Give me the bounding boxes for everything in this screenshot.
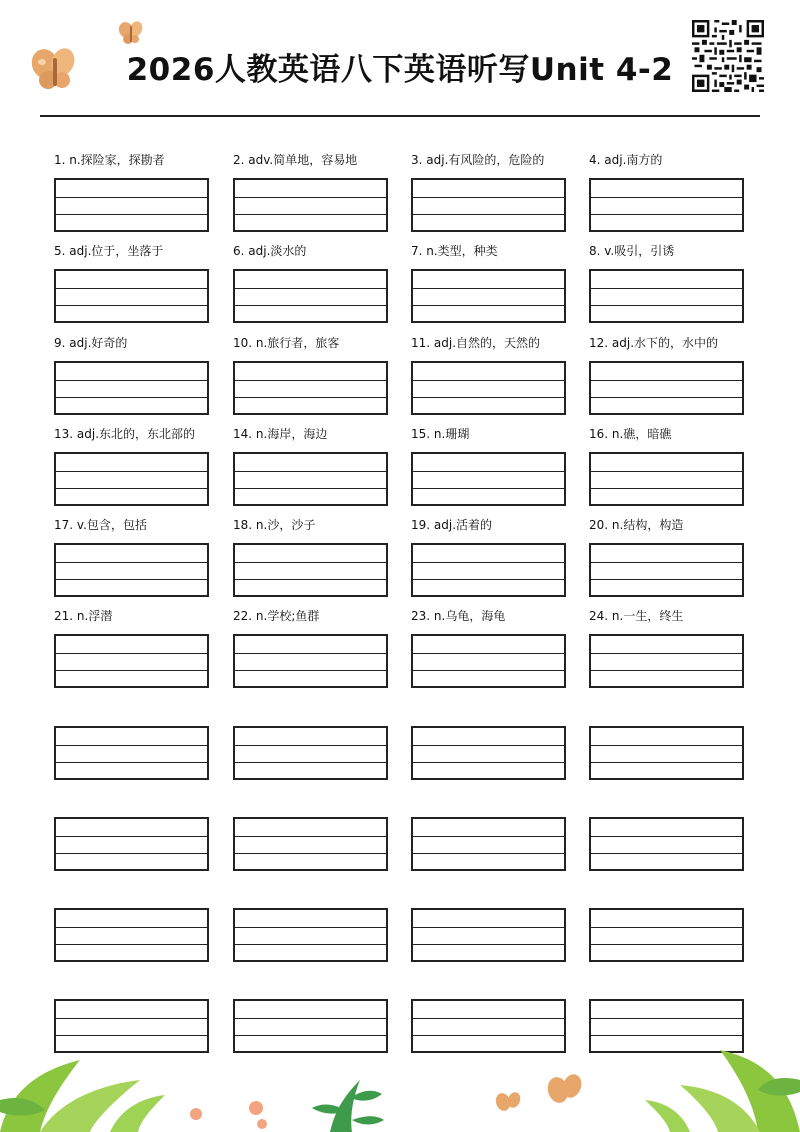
- item-label: 5. adj.位于，坐落于: [54, 244, 164, 258]
- writing-line: [591, 579, 742, 580]
- writing-line: [591, 745, 742, 746]
- writing-line: [235, 562, 386, 563]
- writing-line: [591, 836, 742, 837]
- writing-line: [235, 288, 386, 289]
- writing-line: [56, 762, 207, 763]
- item-label: 12. adj.水下的，水中的: [589, 336, 719, 350]
- writing-line: [56, 836, 207, 837]
- writing-line: [56, 471, 207, 472]
- answer-box[interactable]: [54, 269, 209, 323]
- writing-line: [591, 944, 742, 945]
- page-title: 2026人教英语八下英语听写Unit 4-2: [126, 52, 674, 88]
- writing-line: [56, 745, 207, 746]
- writing-line: [591, 288, 742, 289]
- writing-line: [591, 471, 742, 472]
- answer-box[interactable]: [411, 361, 566, 415]
- item-label: 8. v.吸引，引诱: [589, 244, 675, 258]
- writing-line: [591, 305, 742, 306]
- writing-line: [413, 653, 564, 654]
- writing-line: [56, 305, 207, 306]
- writing-line: [235, 745, 386, 746]
- writing-line: [413, 305, 564, 306]
- writing-line: [235, 197, 386, 198]
- answer-box[interactable]: [233, 361, 388, 415]
- writing-line: [413, 745, 564, 746]
- item-label: 11. adj.自然的，天然的: [411, 336, 541, 350]
- writing-line: [235, 214, 386, 215]
- item-label: 2. adv.简单地，容易地: [233, 153, 358, 167]
- writing-line: [56, 927, 207, 928]
- item-label: 13. adj.东北的，东北部的: [54, 427, 196, 441]
- answer-box[interactable]: [589, 726, 744, 780]
- writing-line: [56, 488, 207, 489]
- answer-box[interactable]: [54, 726, 209, 780]
- writing-line: [56, 562, 207, 563]
- writing-line: [413, 488, 564, 489]
- item-label: 16. n.礁，暗礁: [589, 427, 672, 441]
- writing-line: [56, 1018, 207, 1019]
- answer-box[interactable]: [411, 634, 566, 688]
- answer-box[interactable]: [54, 543, 209, 597]
- writing-line: [235, 579, 386, 580]
- writing-line: [413, 836, 564, 837]
- answer-box[interactable]: [589, 452, 744, 506]
- writing-line: [56, 380, 207, 381]
- writing-line: [56, 214, 207, 215]
- writing-line: [591, 214, 742, 215]
- writing-line: [56, 579, 207, 580]
- writing-line: [235, 305, 386, 306]
- item-label: 21. n.浮潜: [54, 609, 113, 623]
- writing-line: [56, 1035, 207, 1036]
- writing-line: [235, 762, 386, 763]
- answer-box[interactable]: [411, 726, 566, 780]
- answer-box[interactable]: [589, 361, 744, 415]
- writing-line: [591, 653, 742, 654]
- butterfly-icon: [30, 46, 80, 92]
- answer-box[interactable]: [233, 634, 388, 688]
- writing-line: [235, 471, 386, 472]
- item-label: 23. n.乌龟，海龟: [411, 609, 506, 623]
- writing-line: [235, 488, 386, 489]
- writing-line: [413, 927, 564, 928]
- answer-box[interactable]: [233, 726, 388, 780]
- item-label: 6. adj.淡水的: [233, 244, 307, 258]
- writing-line: [591, 488, 742, 489]
- writing-line: [413, 853, 564, 854]
- item-label: 10. n.旅行者，旅客: [233, 336, 340, 350]
- item-label: 1. n.探险家，探勘者: [54, 153, 165, 167]
- answer-box[interactable]: [411, 178, 566, 232]
- writing-line: [591, 1035, 742, 1036]
- item-label: 7. n.类型，种类: [411, 244, 498, 258]
- writing-line: [56, 288, 207, 289]
- answer-box[interactable]: [589, 817, 744, 871]
- answer-box[interactable]: [233, 817, 388, 871]
- writing-line: [56, 197, 207, 198]
- answer-box[interactable]: [233, 178, 388, 232]
- writing-line: [413, 762, 564, 763]
- item-label: 22. n.学校;鱼群: [233, 609, 320, 623]
- writing-line: [413, 214, 564, 215]
- answer-box[interactable]: [233, 908, 388, 962]
- writing-line: [56, 853, 207, 854]
- writing-line: [235, 397, 386, 398]
- answer-box[interactable]: [411, 543, 566, 597]
- writing-line: [56, 944, 207, 945]
- answer-box[interactable]: [411, 908, 566, 962]
- writing-line: [413, 380, 564, 381]
- writing-line: [413, 579, 564, 580]
- writing-line: [56, 397, 207, 398]
- writing-line: [413, 288, 564, 289]
- answer-box[interactable]: [589, 178, 744, 232]
- writing-line: [235, 836, 386, 837]
- item-label: 15. n.珊瑚: [411, 427, 470, 441]
- answer-box[interactable]: [233, 543, 388, 597]
- answer-box[interactable]: [54, 178, 209, 232]
- writing-line: [591, 927, 742, 928]
- writing-line: [413, 944, 564, 945]
- writing-line: [235, 1018, 386, 1019]
- item-label: 24. n.一生，终生: [589, 609, 684, 623]
- answer-box[interactable]: [233, 269, 388, 323]
- item-label: 17. v.包含，包括: [54, 518, 147, 532]
- writing-line: [591, 197, 742, 198]
- writing-line: [591, 670, 742, 671]
- writing-line: [235, 944, 386, 945]
- writing-line: [413, 471, 564, 472]
- writing-line: [591, 380, 742, 381]
- item-label: 18. n.沙，沙子: [233, 518, 316, 532]
- item-label: 20. n.结构，构造: [589, 518, 684, 532]
- item-label: 19. adj.活着的: [411, 518, 493, 532]
- foliage-border: [0, 1040, 800, 1132]
- answer-box[interactable]: [54, 361, 209, 415]
- writing-line: [56, 653, 207, 654]
- answer-box[interactable]: [589, 269, 744, 323]
- answer-box[interactable]: [54, 634, 209, 688]
- writing-line: [591, 397, 742, 398]
- writing-line: [235, 927, 386, 928]
- answer-box[interactable]: [589, 908, 744, 962]
- writing-line: [591, 762, 742, 763]
- title-divider: [40, 115, 760, 117]
- item-label: 14. n.海岸，海边: [233, 427, 328, 441]
- writing-line: [235, 1035, 386, 1036]
- writing-line: [235, 670, 386, 671]
- writing-line: [591, 1018, 742, 1019]
- answer-box[interactable]: [54, 908, 209, 962]
- item-label: 3. adj.有风险的，危险的: [411, 153, 545, 167]
- writing-line: [591, 562, 742, 563]
- writing-line: [413, 670, 564, 671]
- writing-line: [235, 853, 386, 854]
- writing-line: [413, 1035, 564, 1036]
- answer-box[interactable]: [411, 817, 566, 871]
- item-label: 4. adj.南方的: [589, 153, 663, 167]
- item-label: 9. adj.好奇的: [54, 336, 128, 350]
- answer-box[interactable]: [589, 634, 744, 688]
- answer-box[interactable]: [589, 543, 744, 597]
- butterfly-icon: [118, 20, 144, 46]
- qr-code-icon: [692, 20, 764, 92]
- answer-box[interactable]: [233, 452, 388, 506]
- writing-line: [235, 380, 386, 381]
- answer-box[interactable]: [411, 269, 566, 323]
- writing-line: [56, 670, 207, 671]
- writing-line: [235, 653, 386, 654]
- writing-line: [413, 1018, 564, 1019]
- writing-line: [413, 397, 564, 398]
- writing-line: [413, 197, 564, 198]
- writing-line: [591, 853, 742, 854]
- answer-box[interactable]: [54, 452, 209, 506]
- answer-box[interactable]: [411, 452, 566, 506]
- answer-box[interactable]: [54, 817, 209, 871]
- writing-line: [413, 562, 564, 563]
